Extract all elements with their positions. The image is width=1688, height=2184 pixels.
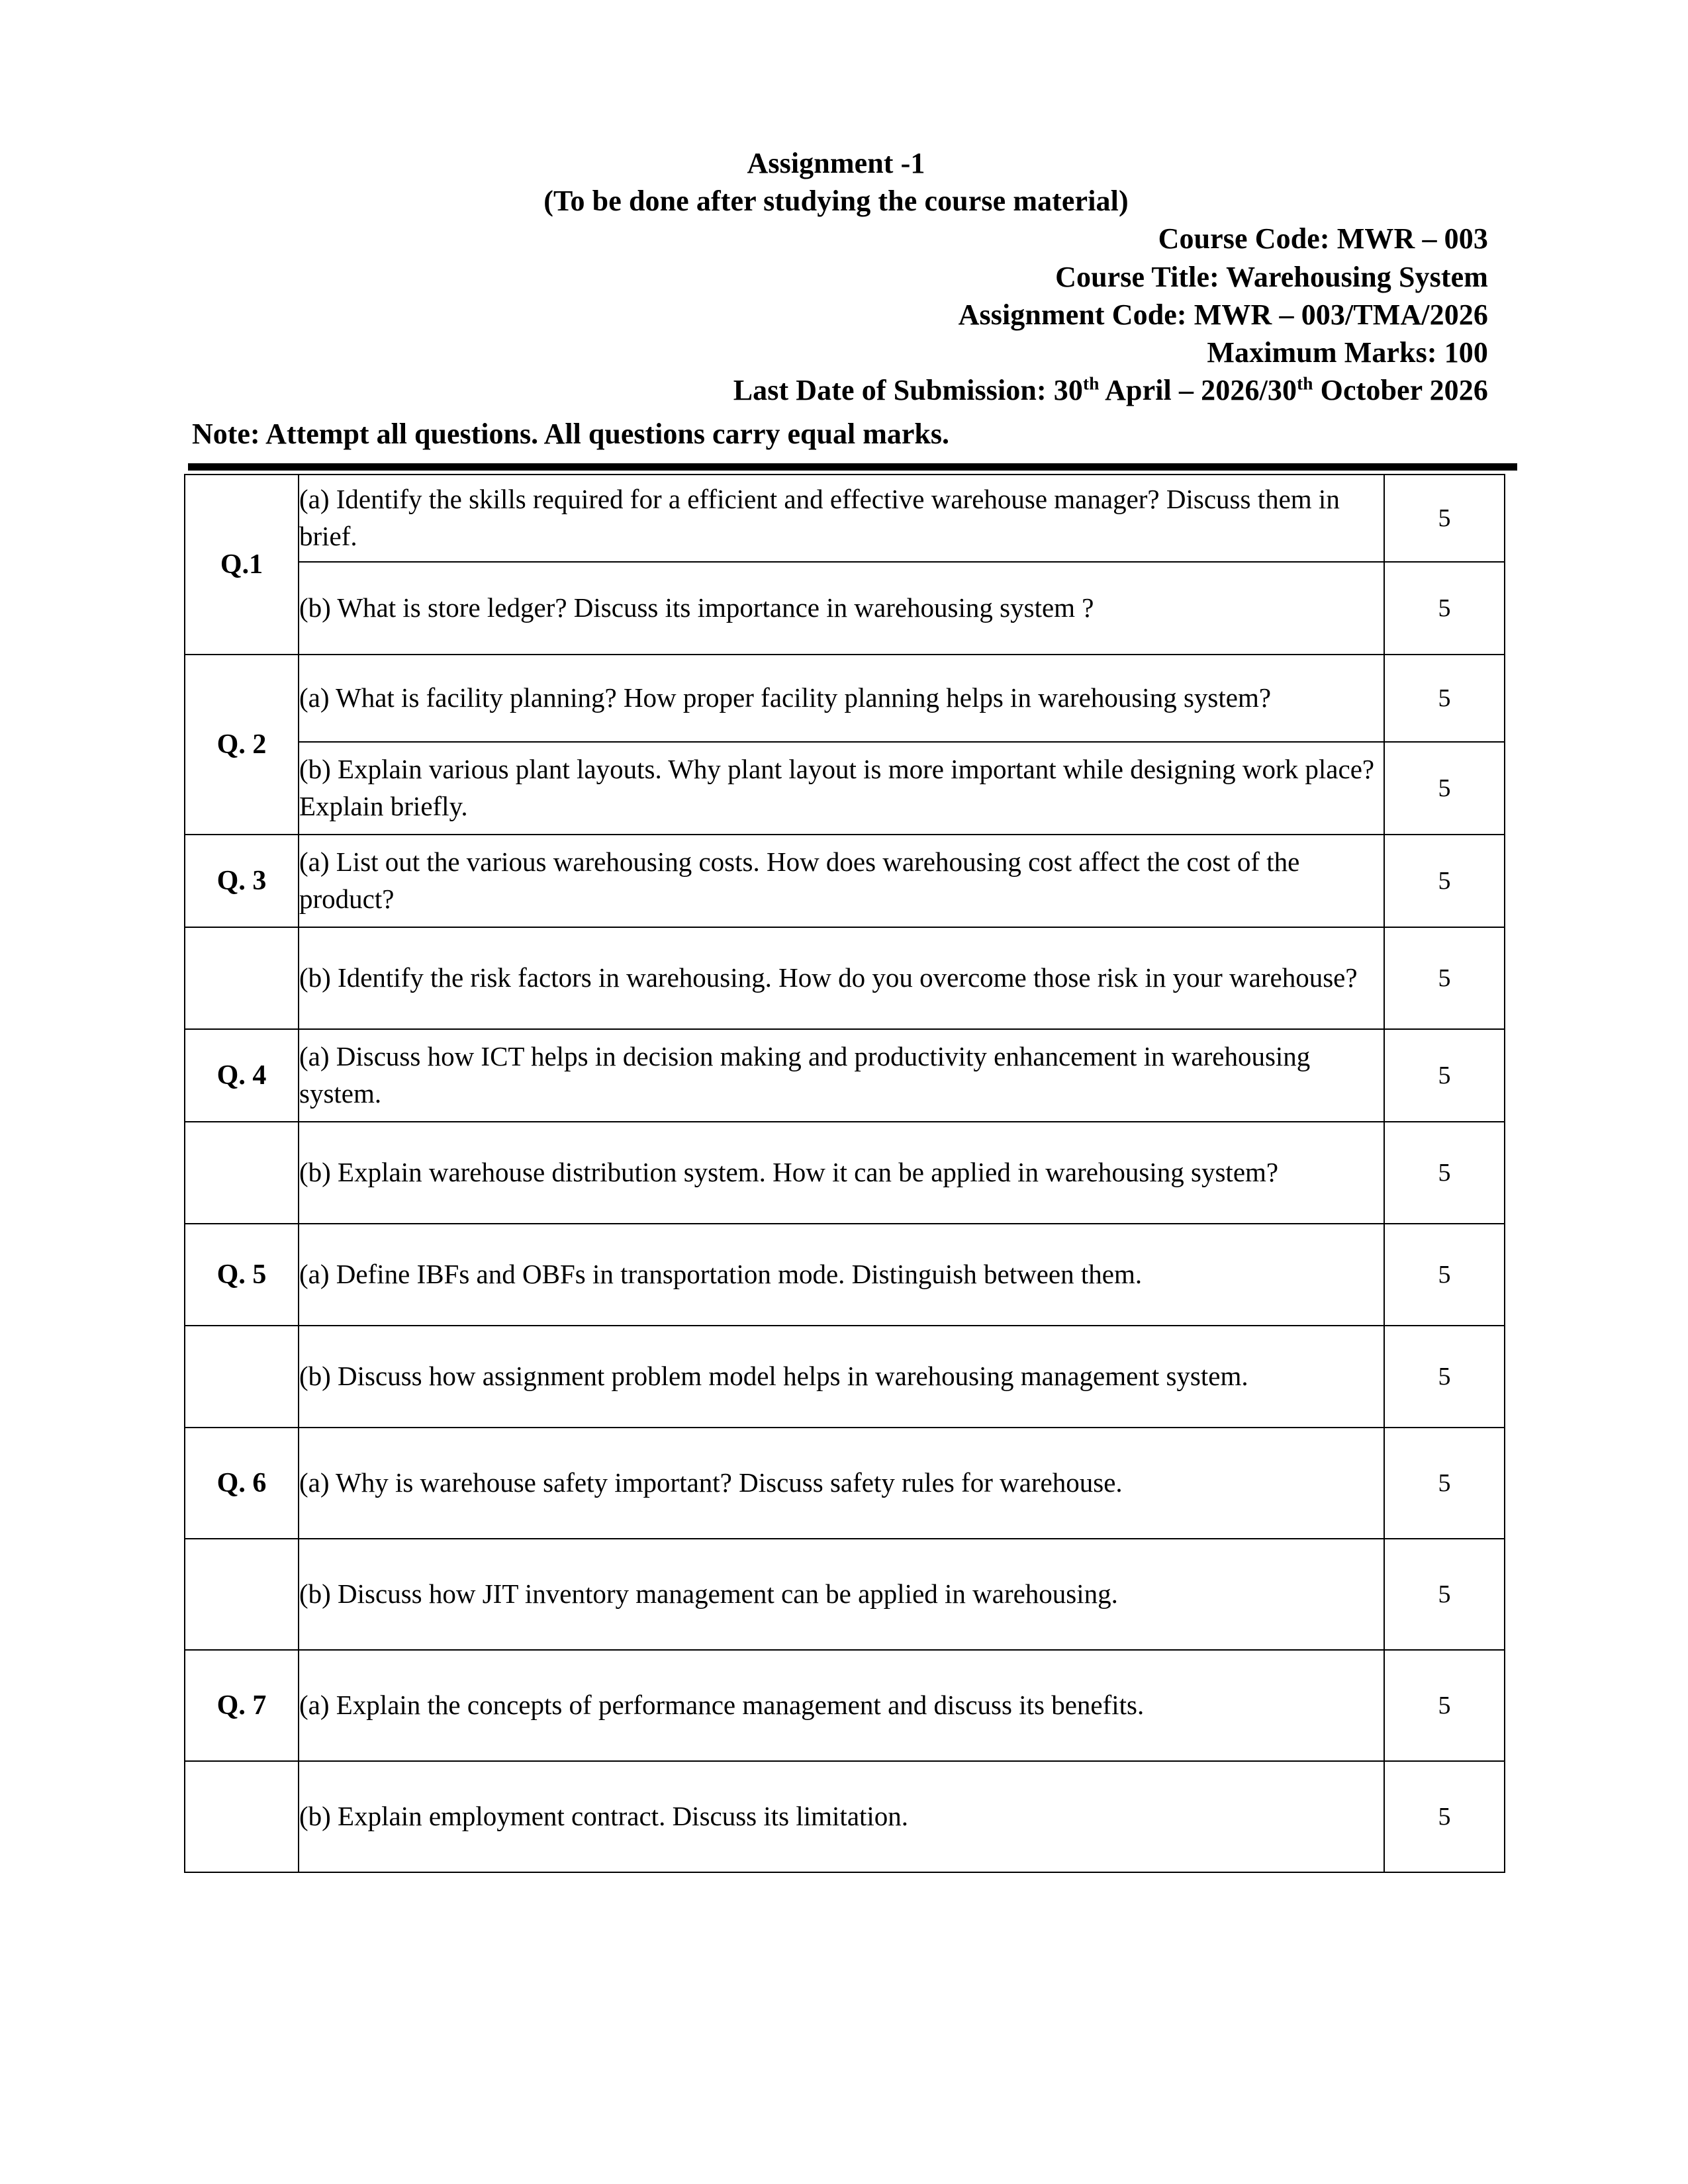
question-text-cell: (a) Identify the skills required for a efficient and effective warehouse manager? Discuss them in brief.	[299, 475, 1384, 562]
question-text-cell: (b) Discuss how JIT inventory management can be applied in warehousing.	[299, 1539, 1384, 1650]
question-marks-cell: 5	[1384, 927, 1505, 1029]
table-row	[185, 1650, 1505, 1761]
question-number-cell	[185, 1326, 299, 1428]
question-text-cell: (a) Define IBFs and OBFs in transportation mode. Distinguish between them.	[299, 1224, 1384, 1326]
question-marks-cell: 5	[1384, 1326, 1505, 1428]
question-number-cell: Q. 6	[185, 1428, 299, 1539]
table-row	[185, 1029, 1505, 1122]
assignment-title: Assignment -1	[747, 147, 925, 179]
last-date-suffix: October 2026	[1313, 374, 1488, 407]
course-title: Course Title: Warehousing System	[1055, 260, 1488, 293]
question-marks-cell: 5	[1384, 1122, 1505, 1224]
question-marks-cell: 5	[1384, 562, 1505, 655]
maximum-marks: Maximum Marks: 100	[1207, 336, 1488, 369]
ordinal-suffix-first: th	[1083, 373, 1100, 394]
question-text-cell: (b) Explain various plant layouts. Why plant layout is more important while designing work place? Explain briefly.	[299, 742, 1384, 835]
table-row	[185, 1224, 1505, 1326]
table-row	[185, 835, 1505, 927]
question-marks-cell: 5	[1384, 1224, 1505, 1326]
last-date-prefix: Last Date of Submission: 30	[733, 374, 1084, 407]
table-row	[185, 1428, 1505, 1539]
assignment-code: Assignment Code: MWR – 003/TMA/2026	[958, 298, 1488, 331]
ordinal-suffix-second: th	[1297, 373, 1313, 394]
question-text-cell: (b) Explain warehouse distribution system. How it can be applied in warehousing system?	[299, 1122, 1384, 1224]
question-marks-cell: 5	[1384, 655, 1505, 742]
question-number-cell	[185, 927, 299, 1029]
question-text-cell: (a) Explain the concepts of performance management and discuss its benefits.	[299, 1650, 1384, 1761]
question-marks-cell: 5	[1384, 1539, 1505, 1650]
question-number-cell: Q. 7	[185, 1650, 299, 1761]
table-row	[185, 742, 1505, 835]
table-row	[185, 927, 1505, 1029]
question-marks-cell: 5	[1384, 475, 1505, 562]
question-text-cell: (a) List out the various warehousing costs. How does warehousing cost affect the cost of the product?	[299, 835, 1384, 927]
table-row	[185, 1326, 1505, 1428]
question-number-cell: Q. 2	[185, 655, 299, 835]
questions-table-body	[185, 475, 1505, 1872]
table-row	[185, 1122, 1505, 1224]
question-text-cell: (a) What is facility planning? How proper facility planning helps in warehousing system?	[299, 655, 1384, 742]
table-row	[185, 1761, 1505, 1872]
question-number-cell	[185, 1761, 299, 1872]
assignment-header	[184, 144, 1488, 409]
course-code: Course Code: MWR – 003	[1158, 222, 1488, 255]
header-divider-rule	[188, 463, 1517, 471]
question-number-cell	[185, 1122, 299, 1224]
last-date-of-submission	[184, 371, 1488, 409]
assignment-subtitle: (To be done after studying the course material)	[543, 185, 1129, 218]
last-date-mid: April – 2026/30	[1099, 374, 1297, 407]
question-marks-cell: 5	[1384, 1428, 1505, 1539]
table-row	[185, 475, 1505, 562]
question-marks-cell: 5	[1384, 1761, 1505, 1872]
question-number-cell: Q. 5	[185, 1224, 299, 1326]
question-marks-cell: 5	[1384, 835, 1505, 927]
question-number-cell: Q. 3	[185, 835, 299, 927]
question-number-cell: Q.1	[185, 475, 299, 655]
question-text-cell: (b) Identify the risk factors in warehousing. How do you overcome those risk in your warehouse?	[299, 927, 1384, 1029]
questions-table	[184, 474, 1505, 1873]
question-number-cell	[185, 1539, 299, 1650]
question-text-cell: (b) Discuss how assignment problem model helps in warehousing management system.	[299, 1326, 1384, 1428]
question-marks-cell: 5	[1384, 1029, 1505, 1122]
question-marks-cell: 5	[1384, 1650, 1505, 1761]
question-text-cell: (a) Why is warehouse safety important? Discuss safety rules for warehouse.	[299, 1428, 1384, 1539]
table-row	[185, 1539, 1505, 1650]
question-marks-cell: 5	[1384, 742, 1505, 835]
instructions-note: Note: Attempt all questions. All questions carry equal marks.	[192, 418, 949, 450]
question-text-cell: (b) What is store ledger? Discuss its importance in warehousing system ?	[299, 562, 1384, 655]
question-number-cell: Q. 4	[185, 1029, 299, 1122]
question-text-cell: (b) Explain employment contract. Discuss its limitation.	[299, 1761, 1384, 1872]
questions-table-wrapper	[184, 474, 1504, 1873]
question-text-cell: (a) Discuss how ICT helps in decision making and productivity enhancement in warehousing system.	[299, 1029, 1384, 1122]
table-row	[185, 655, 1505, 742]
table-row	[185, 562, 1505, 655]
